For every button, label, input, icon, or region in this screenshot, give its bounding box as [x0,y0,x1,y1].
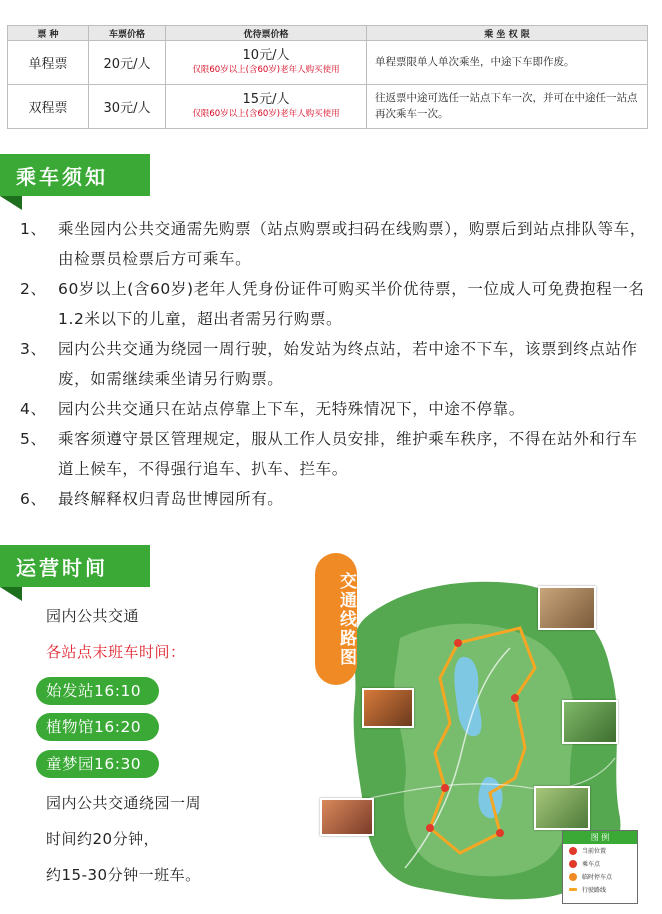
hours-section-banner [0,545,150,587]
hours-intro: 园内公共交通 [46,607,140,625]
interval-line: 约15-30分钟一班车。 [46,866,201,884]
legend-label: 行驶路线 [582,887,607,894]
loop-time-line: 园内公共交通绕园一周 [46,794,202,812]
legend-item [563,883,637,896]
station-time-badge: 植物馆16:20 [36,713,159,741]
list-item [20,274,650,334]
ticket-price: 20元/人 [89,41,166,85]
station-time-badge: 始发站16:10 [36,677,159,705]
loop-time-line: 时间约20分钟， [46,830,160,848]
list-item-text: 园内公共交通只在站点停靠上下车，无特殊情况下，中途不停靠。 [58,400,525,418]
ticket-rights: 单程票限单人单次乘坐，中途下车即作废。 [367,41,648,85]
attraction-photo [534,786,590,830]
temp-stop-icon [569,873,577,881]
list-item-text: 60岁以上(含60岁)老年人凭身份证件可购买半价优待票，一位成人可免费抱程一名1.2米以下的儿童，超出者需另行购票。 [58,280,645,328]
attraction-photo [538,586,596,630]
ticket-price-table [7,25,648,129]
discount-note: 仅限60岁以上(含60岁)老年人购买使用 [192,109,340,120]
hours-info [46,598,186,670]
banner-fold-decoration [0,196,22,210]
hours-section-title: 运营时间 [16,555,108,580]
list-item-number: 1、 [20,220,47,238]
list-item-text: 乘客须遵守景区管理规定，服从工作人员安排，维护乘车秩序，不得在站外和行车道上候车，不得强行追车、扒车、拦车。 [58,430,638,478]
list-item-text: 乘坐园内公共交通需先购票（站点购票或扫码在线购票），购票后到站点排队等车，由检票员检票后方可乘车。 [58,220,646,268]
legend-label: 当前位置 [582,848,607,855]
discount-note: 仅限60岁以上(含60岁)老年人购买使用 [192,65,340,76]
last-bus-label: 各站点末班车时间： [46,643,186,661]
attraction-photo [320,798,374,836]
attraction-photo [362,688,414,728]
ticket-rights: 往返票中途可选任一站点下车一次，并可在中途任一站点再次乘车一次。 [367,85,648,129]
list-item [20,214,650,274]
route-map-title [315,553,357,685]
discount-price: 10元/人 [242,48,290,64]
header-ticket-type: 票 种 [8,26,89,41]
map-legend [562,830,638,904]
header-discount-price: 优待票价格 [166,26,367,41]
list-item-number: 5、 [20,430,47,448]
route-line-icon [569,888,577,891]
notes-section-banner [0,154,150,196]
list-item [20,394,650,424]
discount-price: 15元/人 [242,92,290,108]
attraction-photo [562,700,618,744]
list-item-number: 2、 [20,280,47,298]
discount-cell [166,85,367,129]
notes-list [20,214,650,514]
legend-title: 图 例 [563,831,637,844]
header-price: 车票价格 [89,26,166,41]
list-item [20,424,650,484]
ticket-price: 30元/人 [89,85,166,129]
header-rights: 乘 坐 权 限 [367,26,648,41]
legend-label: 乘车点 [582,861,601,868]
banner-fold-decoration [0,587,22,601]
legend-item [563,857,637,870]
list-item-number: 4、 [20,400,47,418]
list-item-text: 园内公共交通为绕园一周行驶，始发站为终点站，若中途不下车，该票到终点站作废，如需继续乘坐请另行购票。 [58,340,638,388]
ticket-type: 双程票 [8,85,89,129]
table-row [8,85,648,129]
list-item [20,484,650,514]
hours-details [46,785,201,893]
legend-item [563,870,637,883]
notes-section-title: 乘车须知 [16,164,108,189]
list-item-number: 3、 [20,340,47,358]
legend-item [563,844,637,857]
ticket-type: 单程票 [8,41,89,85]
location-pin-icon [569,847,577,855]
discount-cell [166,41,367,85]
legend-label: 临时停车点 [582,874,613,881]
table-row [8,41,648,85]
list-item-number: 6、 [20,490,47,508]
station-time-badge: 童梦园16:30 [36,750,159,778]
table-header-row [8,26,648,41]
bus-stop-icon [569,860,577,868]
list-item-text: 最终解释权归青岛世博园所有。 [58,490,284,508]
list-item [20,334,650,394]
route-map [310,548,640,906]
route-map-title-text: 交通线路图 [336,571,356,667]
